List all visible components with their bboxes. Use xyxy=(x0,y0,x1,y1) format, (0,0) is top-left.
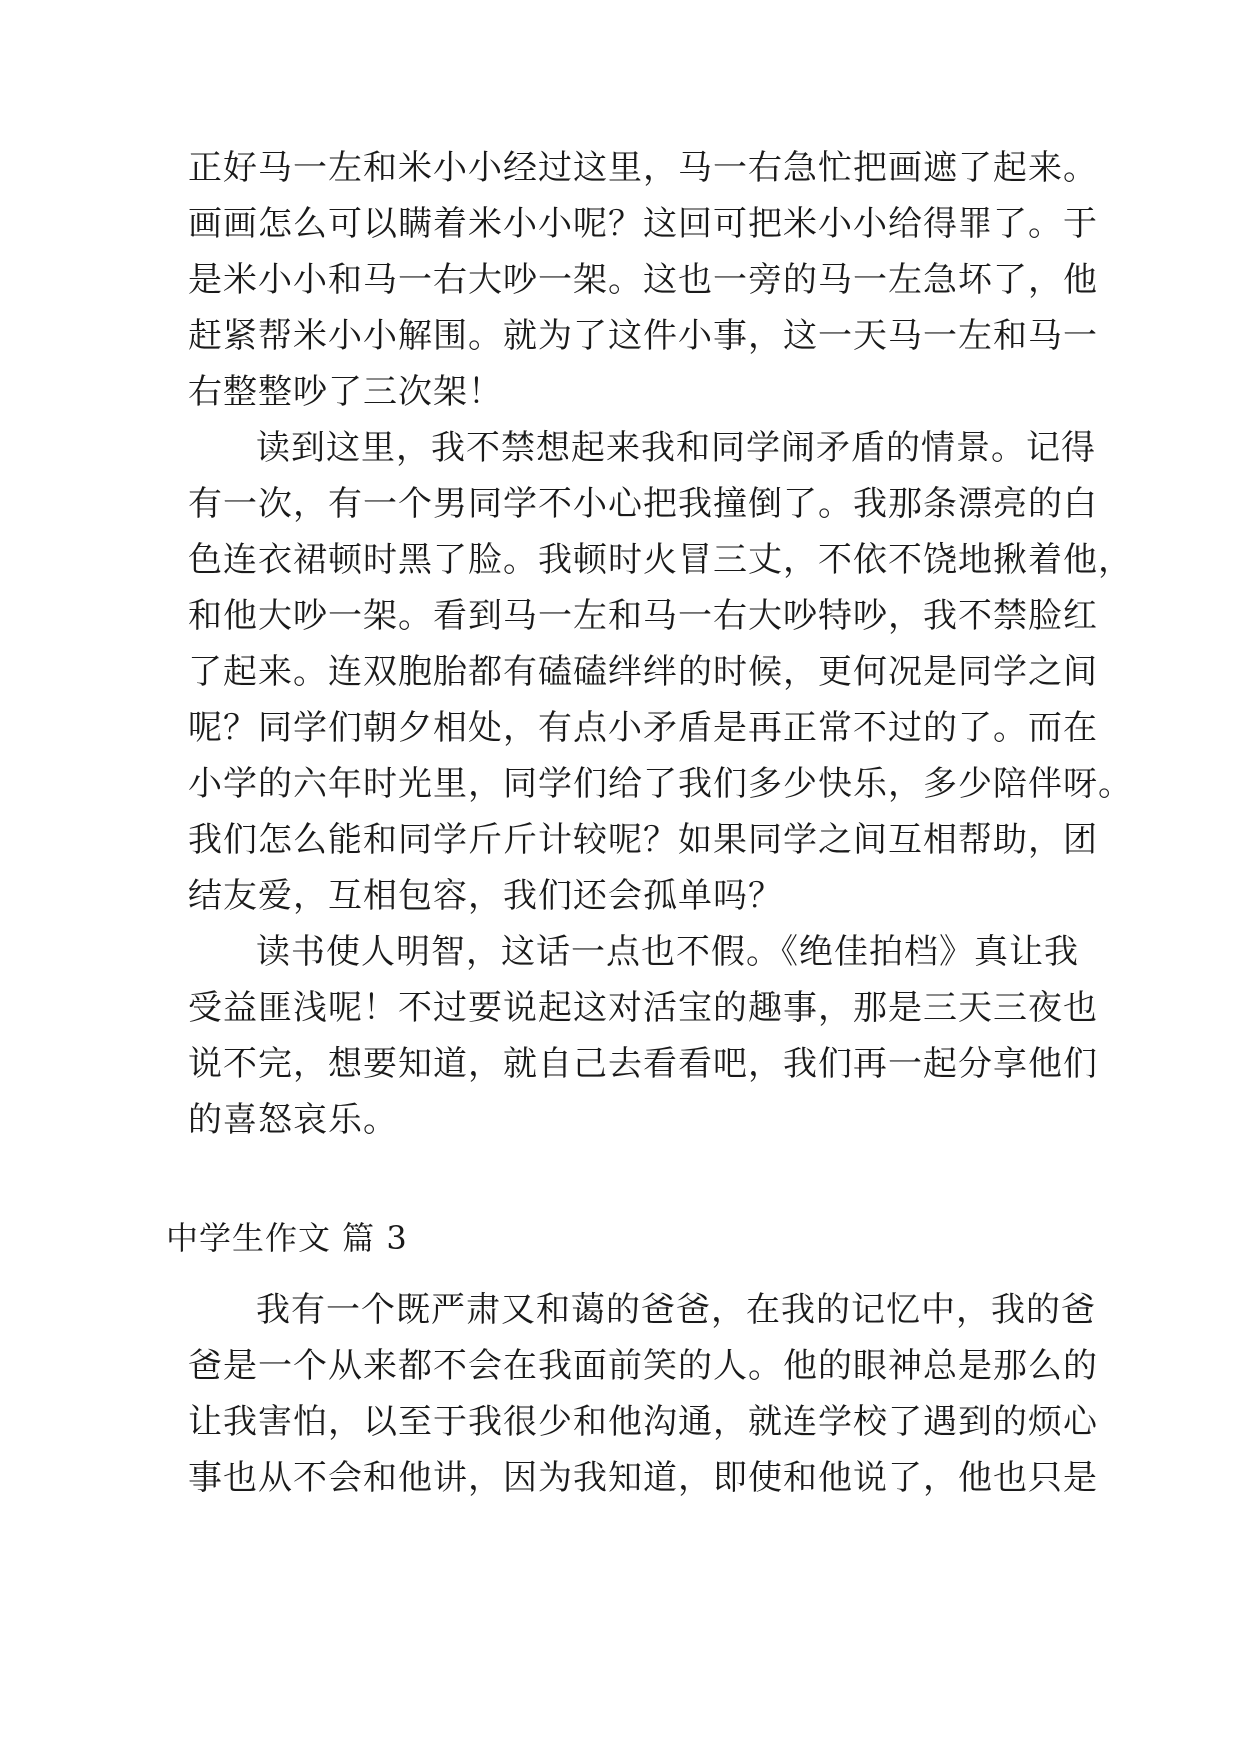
paragraph-line: 和他大吵一架。看到马一左和马一右大吵特吵，我不禁脸红 xyxy=(188,596,1098,636)
paragraph-line: 画画怎么可以瞒着米小小呢？这回可把米小小给得罪了。于 xyxy=(188,204,1098,244)
paragraph-line: 是米小小和马一右大吵一架。这也一旁的马一左急坏了，他 xyxy=(188,260,1098,300)
paragraph-line: 读书使人明智，这话一点也不假。《绝佳拍档》真让我 xyxy=(256,932,1079,972)
paragraph-line: 结友爱，互相包容，我们还会孤单吗？ xyxy=(188,876,783,916)
paragraph-line: 受益匪浅呢！不过要说起这对活宝的趣事，那是三天三夜也 xyxy=(188,988,1098,1028)
paragraph-line: 色连衣裙顿时黑了脸。我顿时火冒三丈，不依不饶地揪着他， xyxy=(188,540,1133,580)
paragraph-line: 爸是一个从来都不会在我面前笑的人。他的眼神总是那么的 xyxy=(188,1346,1098,1386)
paragraph-line: 有一次，有一个男同学不小心把我撞倒了。我那条漂亮的白 xyxy=(188,484,1098,524)
paragraph-line: 正好马一左和米小小经过这里，马一右急忙把画遮了起来。 xyxy=(188,148,1098,188)
paragraph-line: 我们怎么能和同学斤斤计较呢？如果同学之间互相帮助，团 xyxy=(188,820,1098,860)
paragraph-line: 小学的六年时光里，同学们给了我们多少快乐，多少陪伴呀。 xyxy=(188,764,1133,804)
paragraph-line: 读到这里，我不禁想起来我和同学闹矛盾的情景。记得 xyxy=(256,428,1096,468)
section-heading: 中学生作文 篇 3 xyxy=(166,1219,408,1257)
paragraph-line: 赶紧帮米小小解围。就为了这件小事，这一天马一左和马一 xyxy=(188,316,1098,356)
paragraph-line: 了起来。连双胞胎都有磕磕绊绊的时候，更何况是同学之间 xyxy=(188,652,1098,692)
paragraph-line: 事也从不会和他讲，因为我知道，即使和他说了，他也只是 xyxy=(188,1458,1098,1498)
paragraph-line: 右整整吵了三次架！ xyxy=(188,372,503,412)
paragraph-line: 说不完，想要知道，就自己去看看吧，我们再一起分享他们 xyxy=(188,1044,1098,1084)
paragraph-line: 的喜怒哀乐。 xyxy=(188,1100,398,1140)
paragraph-line: 我有一个既严肃又和蔼的爸爸，在我的记忆中，我的爸 xyxy=(256,1290,1096,1330)
paragraph-line: 让我害怕，以至于我很少和他沟通，就连学校了遇到的烦心 xyxy=(188,1402,1098,1442)
paragraph-line: 呢？同学们朝夕相处，有点小矛盾是再正常不过的了。而在 xyxy=(188,708,1098,748)
